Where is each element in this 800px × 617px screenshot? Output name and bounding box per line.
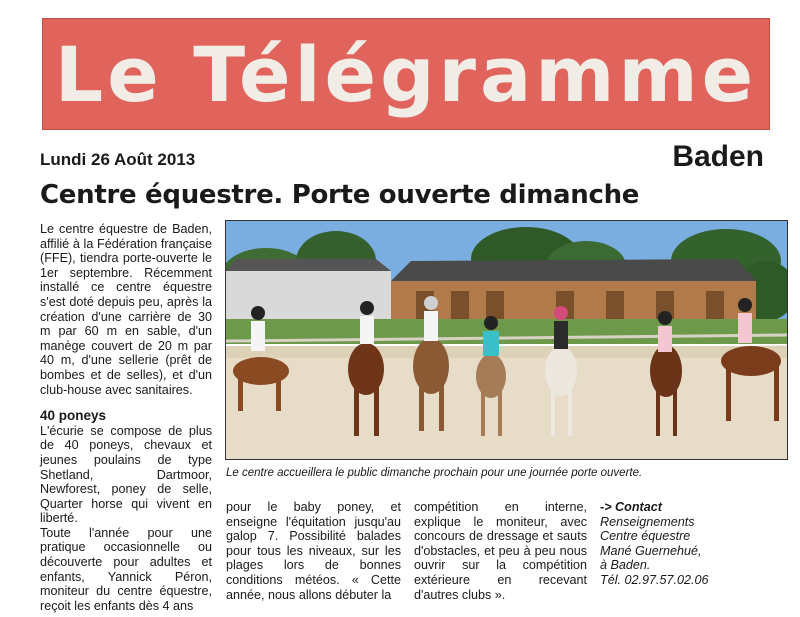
contact-heading: -> Contact [600,500,662,514]
masthead-title: Le Télégramme [54,29,758,119]
edition-city: Baden [672,140,764,173]
article-paragraph: compétition en interne, explique le moniteur, avec concours de dressage et sauts d'obstacles, et peu à peu nous ouvrir sur la compétition extérieure en recevant d'autres clubs ». [414,500,587,602]
contact-line: Centre équestre [600,529,691,544]
edition-date: Lundi 26 Août 2013 [40,150,196,169]
article-column-2 [226,500,401,602]
article-photo [225,220,788,460]
contact-box [600,500,720,588]
contact-line: Mané Guernehué, [600,543,702,558]
article-paragraph: Toute l'année pour une pratique occasionnelle ou découverte pour adultes et enfants, Yannick Péron, moniteur du centre équestre, reçoit les enfants dès 4 ans [40,525,212,613]
contact-phone: Tél. 02.97.57.02.06 [600,572,709,587]
article-paragraph: Le centre équestre de Baden, affilié à la Fédération française (FFE), tiendra porte-ouverte le 1er septembre. Récemment installé ce centre équestre s'est doté depuis peu, après la création d'une carrière de 30 m par 60 m en sable, d'un manège couvert de 20 m par 40 m, d'une sellerie (prêt de bombes et de selles), et d'un club-house avec sanitaires. [40,222,212,397]
photo-caption: Le centre accueillera le public dimanche prochain pour une journée porte ouverte. [226,467,643,479]
article-column-3 [414,500,587,602]
article-subheading: 40 poneys [40,408,107,424]
article-headline: Centre équestre. Porte ouverte dimanche [40,180,640,210]
article-paragraph: pour le baby poney, et enseigne l'équitation jusqu'au galop 7. Possibilité balades pour tous les niveaux, sur les plages lors de bonnes conditions météos. « Cette année, nous allons débuter la [226,500,401,602]
masthead [42,18,770,130]
article-paragraph: L'écurie se compose de plus de 40 poneys, chevaux et jeunes poulains de type Shetland, Dartmoor, Newforest, poney de selle, Quarter horse qui vivent en liberté. [40,423,212,526]
article-column-1 [40,222,212,613]
contact-line: à Baden. [600,558,651,573]
contact-line: Renseignements [600,514,695,529]
